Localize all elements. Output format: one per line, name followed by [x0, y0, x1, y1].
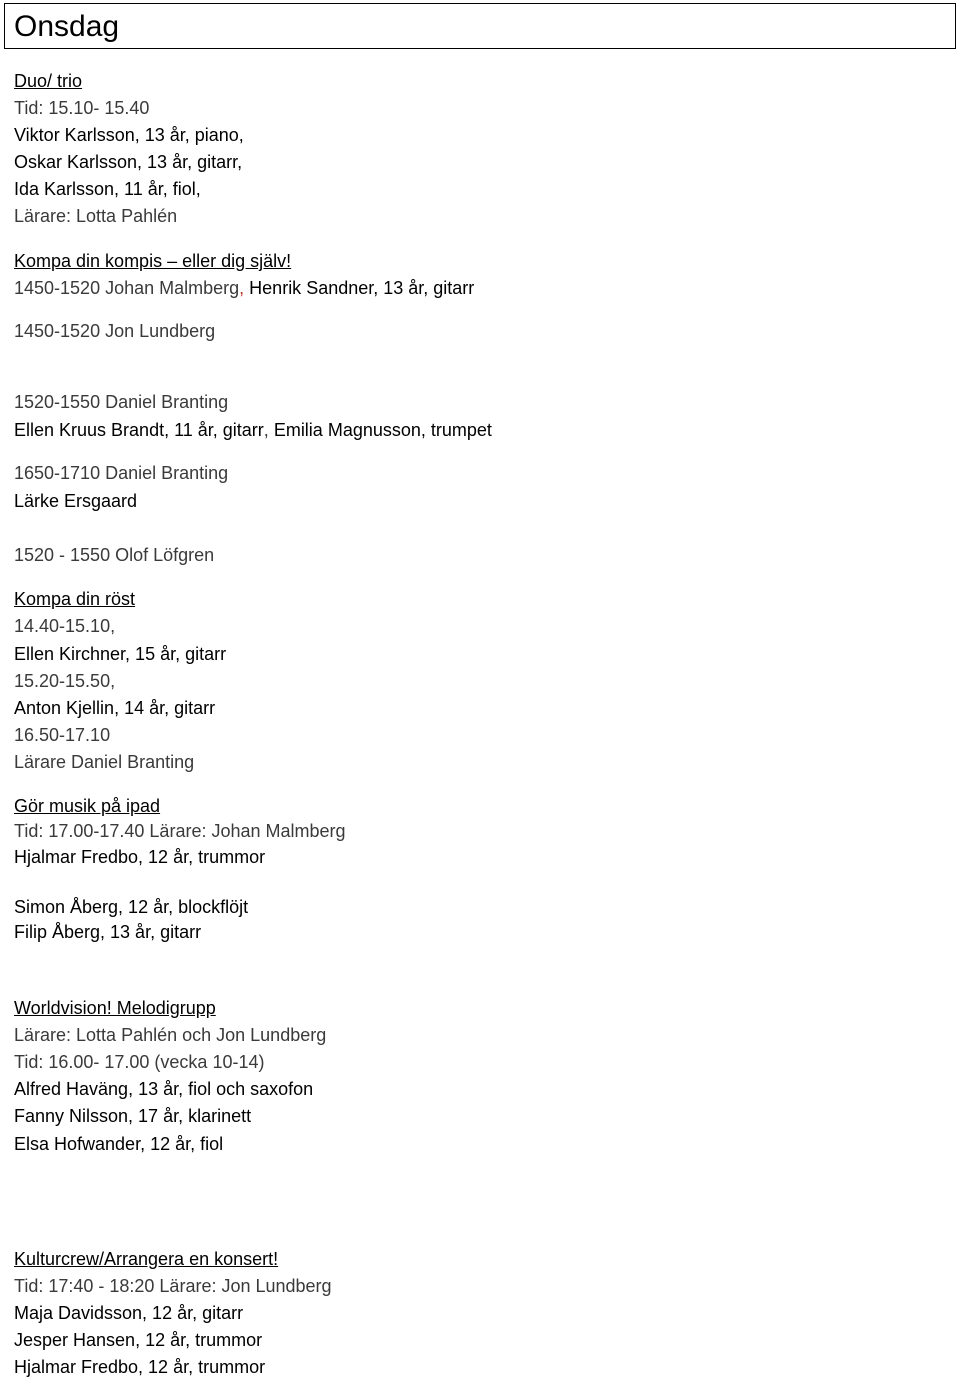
rost-time: 15.20-15.50, — [14, 671, 116, 691]
world-student: Alfred Haväng, 13 år, fiol och saxofon — [14, 1079, 314, 1099]
section-heading-kompa: Kompa din kompis – eller dig själv! — [14, 251, 292, 271]
kompa-slot-4: 1650-1710 Daniel Branting — [14, 463, 229, 483]
section-heading-rost: Kompa din röst — [14, 589, 136, 609]
duo-participant: Oskar Karlsson, 13 år, gitarr, — [14, 152, 243, 172]
page-title: Onsdag — [14, 10, 120, 43]
rost-time: 14.40-15.10, — [14, 616, 116, 636]
separator-comma: , — [239, 278, 245, 298]
rost-student: Anton Kjellin, 14 år, gitarr — [14, 698, 216, 718]
kompa-students-3 — [14, 419, 492, 441]
ipad-student: Simon Åberg, 12 år, blockflöjt — [14, 897, 249, 917]
rost-student: Ellen Kirchner, 15 år, gitarr — [14, 644, 227, 664]
kompa-slot-1 — [14, 277, 474, 299]
section-heading-duo: Duo/ trio — [14, 71, 83, 91]
kompa-student-4: Lärke Ersgaard — [14, 491, 138, 511]
slot-time-teacher: 1450-1520 Johan Malmberg — [14, 278, 240, 298]
ipad-time: Tid: 17.00-17.40 Lärare: Johan Malmberg — [14, 821, 346, 841]
ipad-student: Filip Åberg, 13 år, gitarr — [14, 922, 202, 942]
kultur-student: Maja Davidsson, 12 år, gitarr — [14, 1303, 244, 1323]
rost-time: 16.50-17.10 — [14, 725, 111, 745]
world-student: Fanny Nilsson, 17 år, klarinett — [14, 1106, 252, 1126]
world-student: Elsa Hofwander, 12 år, fiol — [14, 1134, 224, 1154]
section-heading-kulturcrew: Kulturcrew/Arrangera en konsert! — [14, 1249, 279, 1269]
section-heading-ipad: Gör musik på ipad — [14, 796, 161, 816]
kultur-student: Jesper Hansen, 12 år, trummor — [14, 1330, 263, 1350]
world-teacher: Lärare: Lotta Pahlén och Jon Lundberg — [14, 1025, 327, 1045]
section-heading-worldvision: Worldvision! Melodigrupp — [14, 998, 216, 1018]
duo-participant: Viktor Karlsson, 13 år, piano, — [14, 125, 244, 145]
duo-time: Tid: 15.10- 15.40 — [14, 98, 150, 118]
world-time: Tid: 16.00- 17.00 (vecka 10-14) — [14, 1052, 265, 1072]
kompa-slot-5: 1520 - 1550 Olof Löfgren — [14, 545, 215, 565]
rost-teacher: Lärare Daniel Branting — [14, 752, 195, 772]
separator-comma: , — [263, 420, 274, 440]
slot-student: Ellen Kruus Brandt, 11 år, gitarr — [14, 420, 264, 440]
kompa-slot-2: 1450-1520 Jon Lundberg — [14, 321, 216, 341]
duo-teacher: Lärare: Lotta Pahlén — [14, 206, 178, 226]
page-title-box — [4, 3, 956, 49]
kompa-slot-3: 1520-1550 Daniel Branting — [14, 392, 229, 412]
ipad-student: Hjalmar Fredbo, 12 år, trummor — [14, 847, 266, 867]
slot-student: Emilia Magnusson, trumpet — [273, 420, 492, 440]
kultur-student: Hjalmar Fredbo, 12 år, trummor — [14, 1357, 266, 1377]
slot-student: Henrik Sandner, 13 år, gitarr — [244, 278, 475, 298]
duo-participant: Ida Karlsson, 11 år, fiol, — [14, 179, 201, 199]
kultur-time: Tid: 17:40 - 18:20 Lärare: Jon Lundberg — [14, 1276, 332, 1296]
